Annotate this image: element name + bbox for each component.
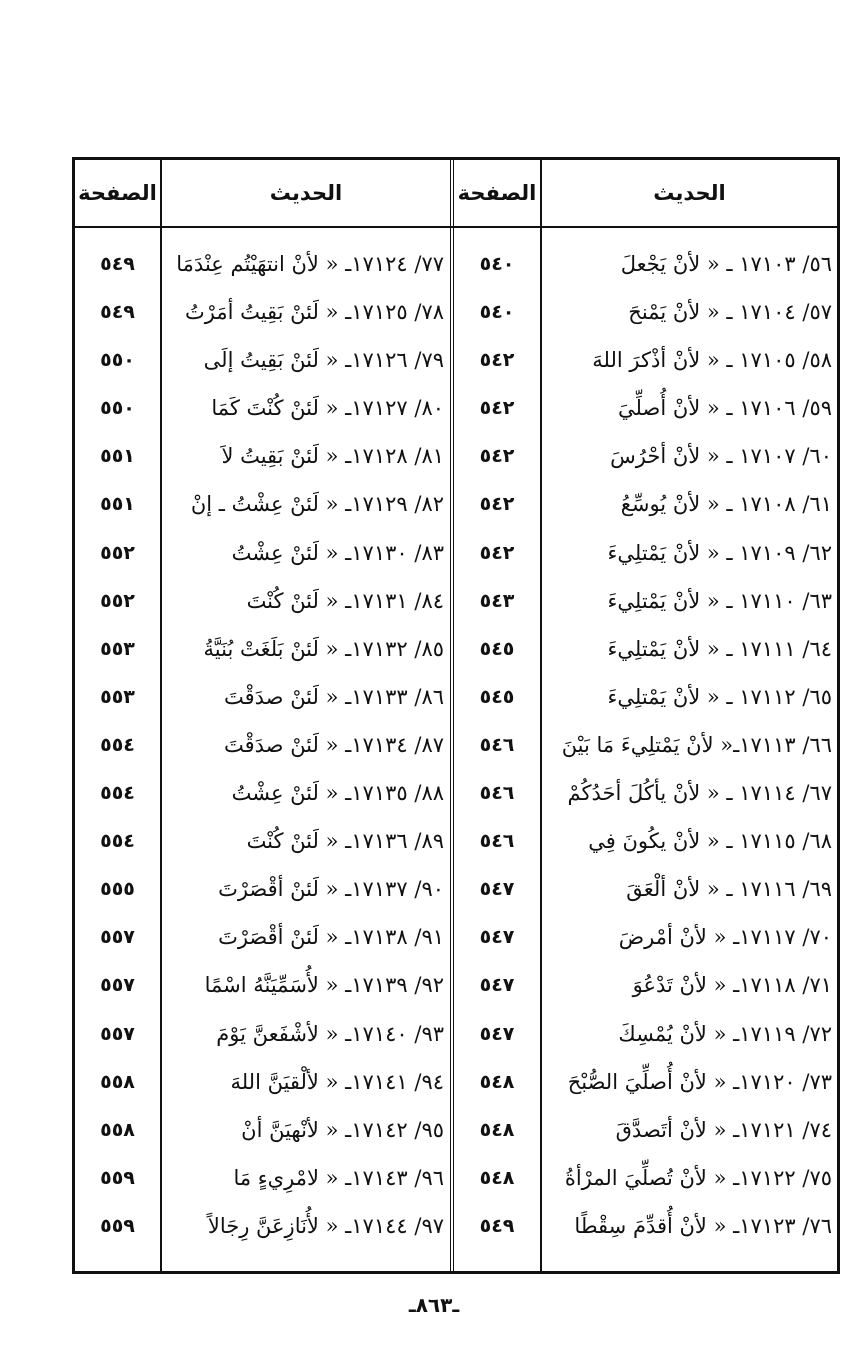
hadith-cell: ٨٥/ ١٧١٣٢ـ « لَئنْ بَلَغَتْ بُنَيَّةُ xyxy=(203,636,444,661)
table-row xyxy=(75,577,837,625)
header-page-left: الصفحة xyxy=(78,181,157,205)
hadith-cell: ٦٢/ ١٧١٠٩ ـ « لأنْ يَمْتلِيءَ xyxy=(607,540,832,565)
hadith-cell: ٧٧/ ١٧١٢٤ـ « لأنْ انتهَيْتُم عِنْدَمَا xyxy=(176,252,444,276)
page-cell: ٥٤٧ xyxy=(479,1022,515,1045)
table-row xyxy=(75,1058,837,1106)
table-row xyxy=(75,240,837,288)
hadith-cell: ٥٨/ ١٧١٠٥ ـ « لأنْ أذْكرَ اللهَ xyxy=(592,348,832,373)
hadith-cell: ٦٥/ ١٧١١٢ ـ « لأنْ يَمْتلِيءَ xyxy=(607,684,832,709)
hadith-cell: ٥٧/ ١٧١٠٤ ـ « لأنْ يَمْنحَ xyxy=(628,300,832,325)
page-cell: ٥٥٤ xyxy=(100,830,135,853)
page-cell: ٥٥١ xyxy=(100,493,135,516)
header-page-right: الصفحة xyxy=(457,181,537,205)
page-cell: ٥٥٨ xyxy=(100,1070,135,1093)
page-cell: ٥٥٢ xyxy=(100,541,135,564)
hadith-cell: ٧٣/ ١٧١٢٠ـ « لأنْ أُصلِّيَ الصُّبْحَ xyxy=(567,1069,832,1094)
hadith-cell: ٦١/ ١٧١٠٨ ـ « لأنْ يُوسِّعُ xyxy=(620,492,832,517)
table-row xyxy=(75,673,837,721)
table-row xyxy=(75,817,837,865)
hadith-cell: ٨٩/ ١٧١٣٦ـ « لَئنْ كُنْتَ xyxy=(246,829,444,854)
hadith-cell: ٩٠/ ١٧١٣٧ـ « لَئنْ أقْصَرْتَ xyxy=(218,877,444,902)
page-cell: ٥٤٧ xyxy=(479,878,515,901)
hadith-cell: ٦٠/ ١٧١٠٧ ـ « لأنْ أحْرُسَ xyxy=(610,444,832,469)
page-cell: ٥٥٨ xyxy=(100,1118,135,1141)
hadith-cell: ٦٤/ ١٧١١١ ـ « لأنْ يَمْتلِيءَ xyxy=(607,636,832,661)
table-row xyxy=(75,913,837,961)
hadith-cell: ٧٤/ ١٧١٢١ـ « لأنْ أتَصدَّقَ xyxy=(615,1117,832,1142)
page-cell: ٥٤٧ xyxy=(479,926,515,949)
page-cell: ٥٥٩ xyxy=(100,1166,135,1189)
page-cell: ٥٤٩ xyxy=(100,253,135,275)
hadith-cell: ٨٨/ ١٧١٣٥ـ « لَئنْ عِشْتُ xyxy=(231,781,444,806)
page-cell: ٥٤٥ xyxy=(479,685,515,708)
hadith-cell: ٩٧/ ١٧١٤٤ـ « لأُنَازِعَنَّ رِجَالاً xyxy=(207,1213,444,1238)
table-row xyxy=(75,865,837,913)
header-rule xyxy=(75,226,837,228)
hadith-cell: ٧٦/ ١٧١٢٣ـ « لأنْ أُقدِّمَ سِقْطًا xyxy=(574,1213,832,1238)
hadith-cell: ٨٧/ ١٧١٣٤ـ « لَئنْ صدَقْتَ xyxy=(224,732,444,757)
hadith-cell: ٧٥/ ١٧١٢٢ـ « لأنْ تُصلِّيَ المرْأةُ xyxy=(564,1165,832,1190)
page-cell: ٥٤٢ xyxy=(479,541,515,564)
hadith-cell: ٧٠/ ١٧١١٧ـ « لأنْ أمْرضَ xyxy=(618,925,832,950)
page-cell: ٥٤٨ xyxy=(479,1166,515,1189)
hadith-cell: ٨٢/ ١٧١٢٩ـ « لَئنْ عِشْتُ ـ إنْ xyxy=(190,492,444,517)
page-cell: ٥٤٦ xyxy=(479,830,515,853)
hadith-cell: ٥٩/ ١٧١٠٦ ـ « لأنْ أُصلِّيَ xyxy=(618,396,832,421)
hadith-cell: ٩٤/ ١٧١٤١ـ « لألْقيَنَّ اللهَ xyxy=(230,1069,444,1094)
index-table xyxy=(72,157,840,1274)
page-cell: ٥٤٧ xyxy=(479,974,515,997)
hadith-cell: ٨٦/ ١٧١٣٣ـ « لَئنْ صدَقْتَ xyxy=(224,684,444,709)
table-row xyxy=(75,1202,837,1250)
hadith-cell: ٧١/ ١٧١١٨ـ « لأنْ تَدْعُوَ xyxy=(632,973,832,998)
page-cell: ٥٤٠ xyxy=(479,253,515,275)
hadith-cell: ٨٣/ ١٧١٣٠ـ « لَئنْ عِشْتُ xyxy=(231,540,444,565)
page-cell: ٥٥٤ xyxy=(100,733,135,756)
table-row xyxy=(75,625,837,673)
table-row xyxy=(75,336,837,384)
hadith-cell: ٦٣/ ١٧١١٠ ـ « لأنْ يَمْتلِيءَ xyxy=(607,588,832,613)
hadith-cell: ٧٢/ ١٧١١٩ـ « لأنْ يُمْسِكَ xyxy=(618,1021,832,1046)
page-cell: ٥٤٢ xyxy=(479,349,515,372)
page-cell: ٥٥٧ xyxy=(100,1022,135,1045)
page-cell: ٥٥٧ xyxy=(100,974,135,997)
hadith-cell: ٥٦/ ١٧١٠٣ ـ « لأنْ يَجْعلَ xyxy=(620,252,832,276)
page-cell: ٥٤٨ xyxy=(479,1118,515,1141)
hadith-cell: ٩٥/ ١٧١٤٢ـ « لأنْهيَنَّ أنْ xyxy=(241,1117,444,1142)
page-cell: ٥٤٥ xyxy=(479,637,515,660)
hadith-cell: ٧٨/ ١٧١٢٥ـ « لَئنْ بَقِيتُ أمَرْتُ xyxy=(184,300,444,325)
page-cell: ٥٥٤ xyxy=(100,782,135,805)
page-cell: ٥٥٧ xyxy=(100,926,135,949)
header-hadith-left: الحديث xyxy=(269,181,343,205)
table-body xyxy=(75,240,837,1250)
hadith-cell: ٦٦/ ١٧١١٣ـ« لأنْ يَمْتلِيءَ مَا بَيْنَ xyxy=(561,732,832,757)
page-cell: ٥٥٠ xyxy=(100,397,135,420)
header-hadith-right: الحديث xyxy=(653,181,726,205)
table-row xyxy=(75,384,837,432)
hadith-cell: ٨٠/ ١٧١٢٧ـ « لَئنْ كُنْتَ كَمَا xyxy=(211,396,444,421)
page-cell: ٥٥٣ xyxy=(100,685,135,708)
table-row xyxy=(75,961,837,1009)
hadith-cell: ٩٦/ ١٧١٤٣ـ « لامْرِيءٍ مَا xyxy=(233,1165,444,1190)
page-cell: ٥٥٢ xyxy=(100,589,135,612)
page-cell: ٥٤٩ xyxy=(100,301,135,324)
table-row xyxy=(75,1154,837,1202)
hadith-cell: ٩٣/ ١٧١٤٠ـ « لأشْفَعنَّ يَوْمَ xyxy=(216,1021,444,1046)
hadith-cell: ٦٩/ ١٧١١٦ ـ « لأنْ ألْعَقَ xyxy=(626,877,832,902)
page-cell: ٥٤٢ xyxy=(479,493,515,516)
page-cell: ٥٤٠ xyxy=(479,301,515,324)
page-cell: ٥٤٣ xyxy=(479,589,515,612)
page-cell: ٥٥٠ xyxy=(100,349,135,372)
page-cell: ٥٥٩ xyxy=(100,1214,135,1237)
hadith-cell: ٨١/ ١٧١٢٨ـ « لَئنْ بَقِيتُ لاَ xyxy=(221,444,444,469)
hadith-cell: ٧٩/ ١٧١٢٦ـ « لَئنْ بَقِيتُ إلَى xyxy=(203,348,444,373)
hadith-cell: ٦٨/ ١٧١١٥ ـ « لأنْ يكُونَ فِي xyxy=(588,829,832,854)
page-cell: ٥٥١ xyxy=(100,445,135,468)
page-number: ـ٨٦٣ـ xyxy=(408,1293,460,1317)
table-row xyxy=(75,1010,837,1058)
table-row xyxy=(75,432,837,480)
page-cell: ٥٤٢ xyxy=(479,397,515,420)
page-cell: ٥٤٦ xyxy=(479,782,515,805)
page-cell: ٥٤٩ xyxy=(479,1214,515,1237)
hadith-cell: ٩٢/ ١٧١٣٩ـ « لأُسَمِّيَنَّهُ اسْمًا xyxy=(204,973,444,998)
page-cell: ٥٥٥ xyxy=(100,878,135,901)
table-row xyxy=(75,769,837,817)
table-row xyxy=(75,1106,837,1154)
hadith-cell: ٦٧/ ١٧١١٤ ـ « لأنْ يأكُلَ أحَدُكُمْ xyxy=(567,781,832,806)
hadith-cell: ٩١/ ١٧١٣٨ـ « لَئنْ أقْصَرْتَ xyxy=(218,925,444,950)
hadith-cell: ٨٤/ ١٧١٣١ـ « لَئنْ كُنْتَ xyxy=(246,588,444,613)
page-cell: ٥٤٢ xyxy=(479,445,515,468)
page-cell: ٥٤٨ xyxy=(479,1070,515,1093)
page-cell: ٥٤٦ xyxy=(479,733,515,756)
table-row xyxy=(75,529,837,577)
table-row xyxy=(75,480,837,528)
page-cell: ٥٥٣ xyxy=(100,637,135,660)
table-row xyxy=(75,721,837,769)
table-row xyxy=(75,288,837,336)
